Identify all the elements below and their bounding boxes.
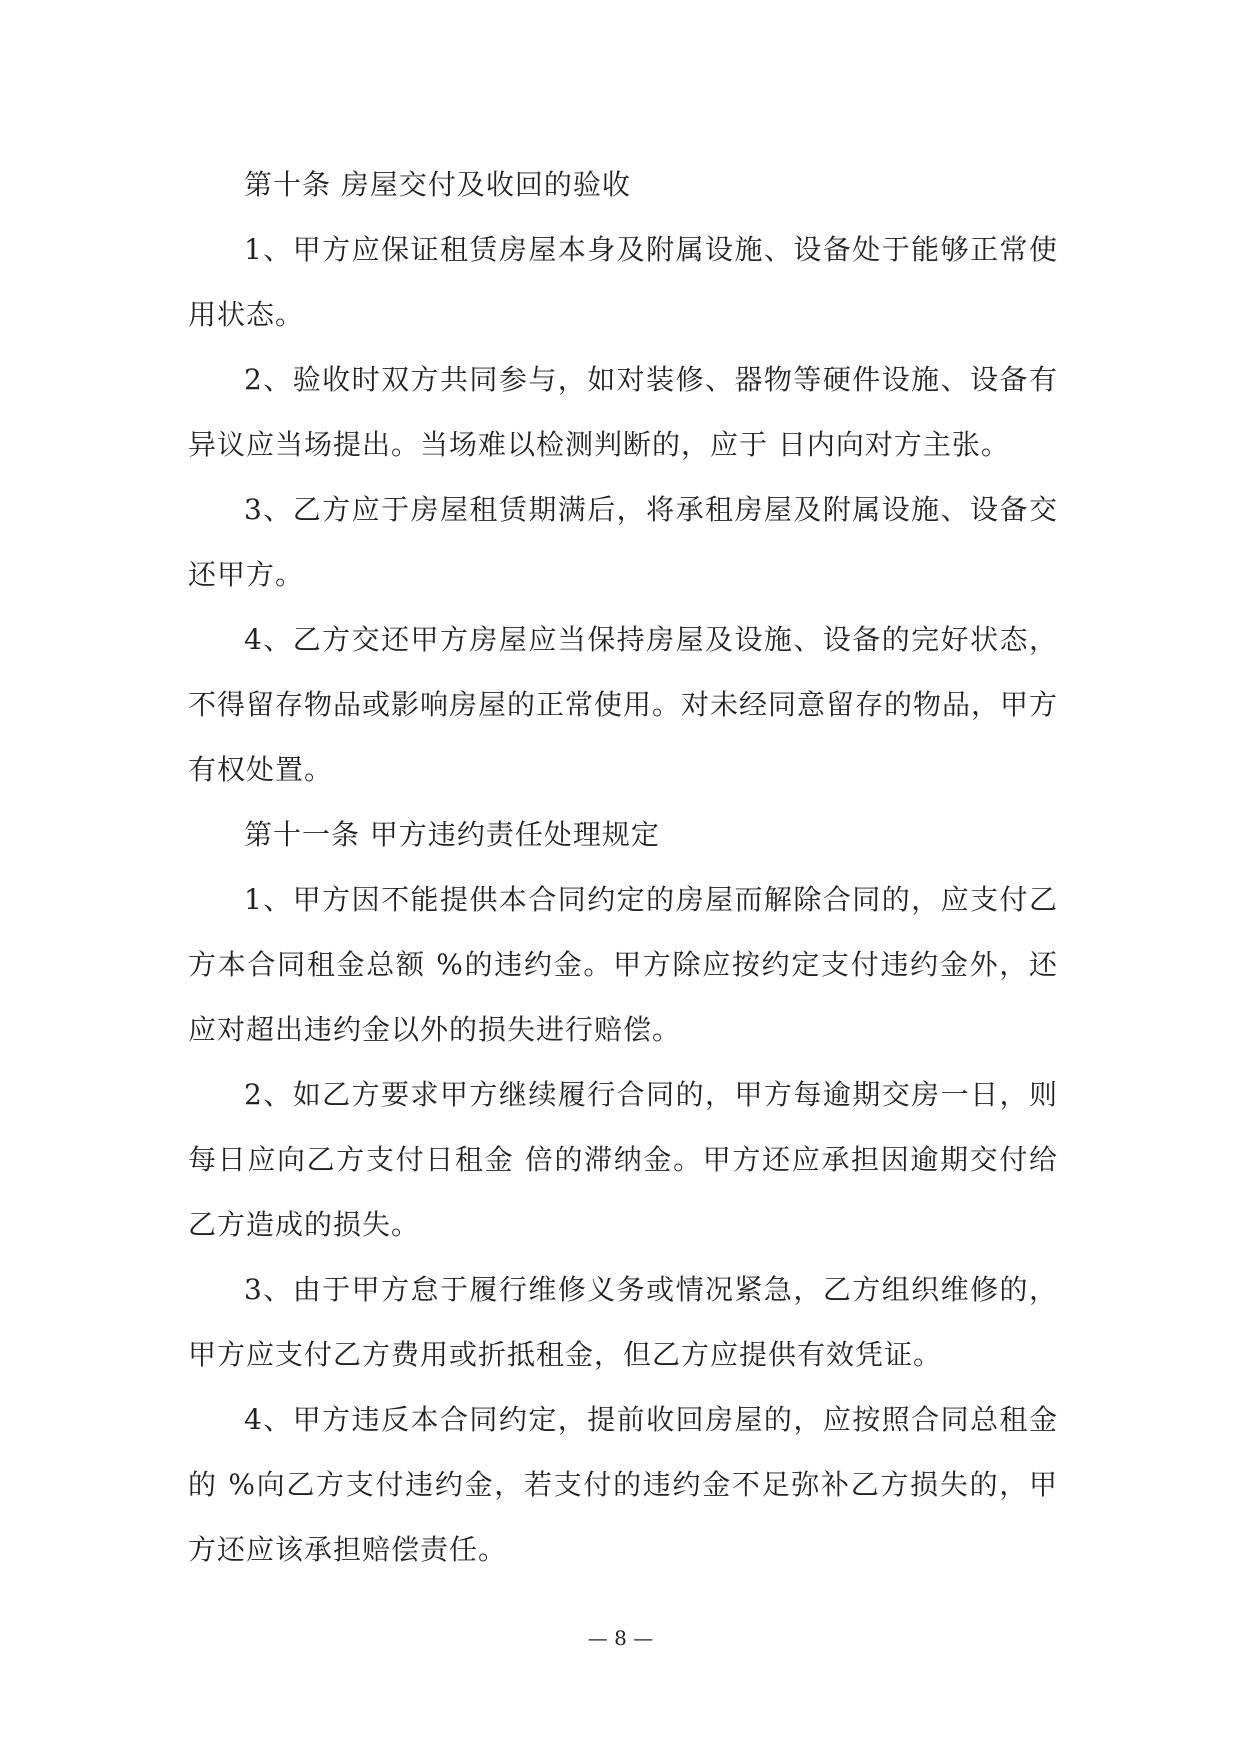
page-number: — 8 — xyxy=(587,1626,654,1650)
article-11-clause-1: 1、甲方因不能提供本合同约定的房屋而解除合同的，应支付乙方本合同租金总额 %的违约金。甲方除应按约定支付违约金外，还应对超出违约金以外的损失进行赔偿。 xyxy=(188,883,1058,1046)
article-10-heading: 第十条 房屋交付及收回的验收 xyxy=(244,168,631,201)
article-11-heading: 第十一条 甲方违约责任处理规定 xyxy=(244,818,660,851)
article-11-clause-2: 2、如乙方要求甲方继续履行合同的，甲方每逾期交房一日，则每日应向乙方支付日租金 倍的滞纳金。甲方还应承担因逾期交付给乙方造成的损失。 xyxy=(188,1078,1058,1241)
document-body xyxy=(188,152,1058,1582)
article-10-clause-4: 4、乙方交还甲方房屋应当保持房屋及设施、设备的完好状态，不得留存物品或影响房屋的正常使用。对未经同意留存的物品，甲方有权处置。 xyxy=(188,623,1059,786)
article-11-clause-3: 3、由于甲方怠于履行维修义务或情况紧急，乙方组织维修的，甲方应支付乙方费用或折抵租金，但乙方应提供有效凭证。 xyxy=(188,1273,1058,1371)
article-10-clause-1: 1、甲方应保证租赁房屋本身及附属设施、设备处于能够正常使用状态。 xyxy=(188,233,1058,331)
article-10-clause-2: 2、验收时双方共同参与，如对装修、器物等硬件设施、设备有异议应当场提出。当场难以检测判断的，应于 日内向对方主张。 xyxy=(188,363,1058,461)
article-10-clause-3: 3、乙方应于房屋租赁期满后，将承租房屋及附属设施、设备交还甲方。 xyxy=(188,493,1058,591)
article-11-clause-4: 4、甲方违反本合同约定，提前收回房屋的，应按照合同总租金的 %向乙方支付违约金，若支付的违约金不足弥补乙方损失的，甲方还应该承担赔偿责任。 xyxy=(188,1403,1058,1566)
